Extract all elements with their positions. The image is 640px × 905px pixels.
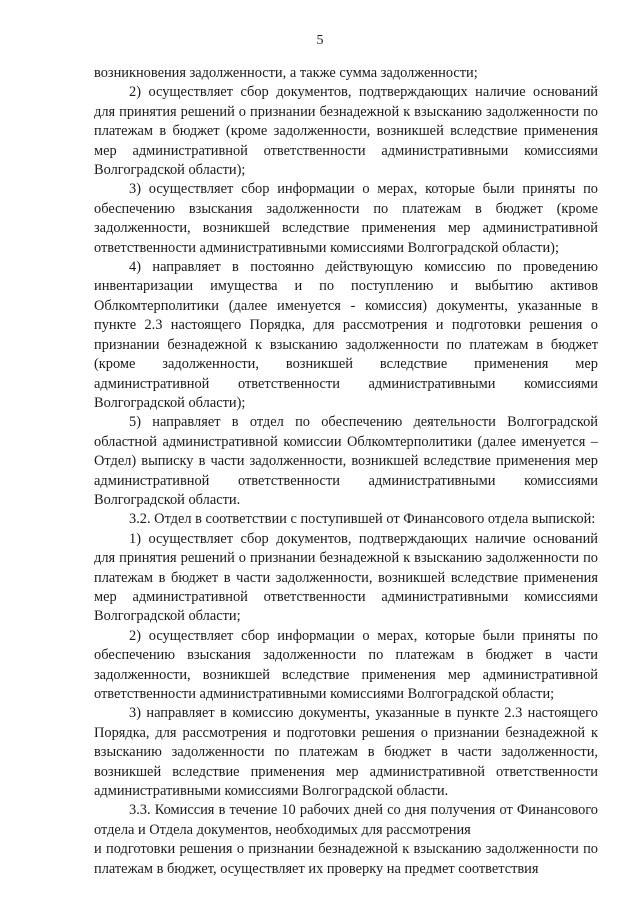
paragraph-continuation: возникновения задолженности, а также сумма задолженности; xyxy=(94,65,478,81)
paragraph-item-5: 5) направляет в отдел по обеспечению деятельности Волгоградской областной административной комиссии Облкомтерполитики (далее именуется – Отдел) выписку в части задолженности, возникшей вследствие применения мер административной ответственности административными комиссиями Волгоградской области. xyxy=(94,414,598,508)
paragraph-3-2-item-3: 3) направляет в комиссию документы, указанные в пункте 2.3 настоящего Порядка, для рассмотрения и подготовки решения о признании безнадежной к взысканию задолженности по платежам в бюджет в части задолженности, возникшей вследствие применения мер административной ответственности административными комиссиями Волгоградской области. xyxy=(94,705,598,800)
paragraph-3-2-item-1: 1) осуществляет сбор документов, подтверждающих наличие оснований для принятия решений о признании безнадежной к взысканию задолженности по платежам в бюджет в части задолженности, возникшей вследствие применения мер административной ответственности административными комиссиями Волгоградской области; xyxy=(94,530,598,625)
document-body xyxy=(94,64,598,879)
paragraph-3-3-continuation: и подготовки решения о признании безнадежной к взысканию задолженности по платежам в бюджет, осуществляет их проверку на предмет соответствия xyxy=(94,841,598,877)
paragraph-section-3-3: 3.3. Комиссия в течение 10 рабочих дней со дня получения от Финансового отдела и Отдела документов, необходимых для рассмотрения xyxy=(94,802,598,838)
paragraph-item-2: 2) осуществляет сбор документов, подтверждающих наличие оснований для принятия решений о признании безнадежной к взысканию задолженности по платежам в бюджет (кроме задолженности, возникшей вследствие применения мер административной ответственности административными комиссиями Волгоградской области); xyxy=(94,84,598,179)
paragraph-item-4: 4) направляет в постоянно действующую комиссию по проведению инвентаризации имущества и по поступлению и выбытию активов Облкомтерполитики (далее именуется - комиссия) документы, указанные в пункте 2.3 настоящего Порядка, для рассмотрения и подготовки решения о признании безнадежной к взысканию задолженности по платежам в бюджет (кроме задолженности, возникшей вследствие применения мер административной ответственности административными комиссиями Волгоградской области); xyxy=(94,259,598,411)
paragraph-item-3: 3) осуществляет сбор информации о мерах, которые были приняты по обеспечению взыскания задолженности по платежам в бюджет (кроме задолженности, возникшей вследствие применения мер административной ответственности административными комиссиями Волгоградской области); xyxy=(94,181,598,256)
paragraph-section-3-2: 3.2. Отдел в соответствии с поступившей от Финансового отдела выпиской: xyxy=(129,511,596,528)
page-number: 5 xyxy=(316,33,324,48)
paragraph-3-2-item-2: 2) осуществляет сбор информации о мерах, которые были приняты по обеспечению взыскания задолженности по платежам в бюджет в части задолженности, возникшей вследствие применения мер административной ответственности административными комиссиями Волгоградской области; xyxy=(94,627,598,702)
